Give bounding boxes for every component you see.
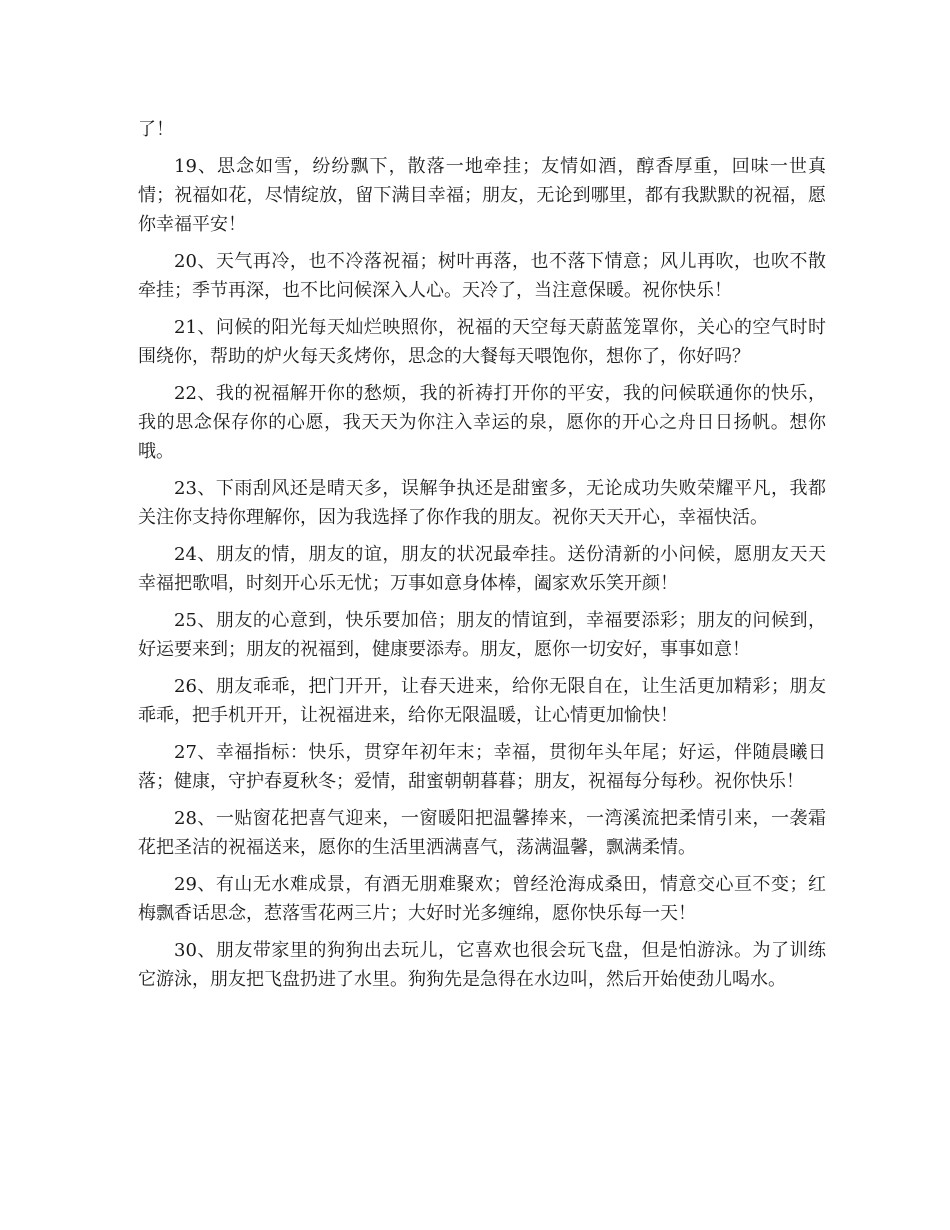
paragraph-30: 30、朋友带家里的狗狗出去玩儿，它喜欢也很会玩飞盘，但是怕游泳。为了训练它游泳，朋友把飞盘扔进了水里。狗狗先是急得在水边叫，然后开始使劲儿喝水。 [138, 940, 826, 990]
paragraph-continuation: 了！ [138, 119, 174, 140]
paragraph-21: 21、问候的阳光每天灿烂映照你，祝福的天空每天蔚蓝笼罩你，关心的空气时时围绕你，帮助的炉火每天炙烤你，思念的大餐每天喂饱你，想你了，你好吗？ [138, 317, 826, 367]
paragraph-24: 24、朋友的情，朋友的谊，朋友的状况最牵挂。送份清新的小问候，愿朋友天天幸福把歌唱，时刻开心乐无忧；万事如意身体棒，阖家欢乐笑开颜！ [138, 544, 826, 594]
paragraph-22: 22、我的祝福解开你的愁烦，我的祈祷打开你的平安，我的问候联通你的快乐，我的思念保存你的心愿，我天天为你注入幸运的泉，愿你的开心之舟日日扬帆。想你哦。 [138, 383, 826, 462]
paragraph-20: 20、天气再冷，也不冷落祝福；树叶再落，也不落下情意；风儿再吹，也吹不散牵挂；季节再深，也不比问候深入人心。天冷了，当注意保暖。祝你快乐！ [138, 251, 826, 301]
paragraph-29: 29、有山无水难成景，有酒无朋难聚欢；曾经沧海成桑田，情意交心亘不变；红梅飘香话思念，惹落雪花两三片；大好时光多缠绵，愿你快乐每一天！ [138, 874, 826, 924]
document-body [138, 115, 826, 1002]
paragraph-25: 25、朋友的心意到，快乐要加倍；朋友的情谊到，幸福要添彩；朋友的问候到，好运要来到；朋友的祝福到，健康要添寿。朋友，愿你一切安好，事事如意！ [138, 610, 826, 660]
paragraph-19: 19、思念如雪，纷纷飘下，散落一地牵挂；友情如酒，醇香厚重，回味一世真情；祝福如花，尽情绽放，留下满目幸福；朋友，无论到哪里，都有我默默的祝福，愿你幸福平安！ [138, 156, 826, 235]
paragraph-28: 28、一贴窗花把喜气迎来，一窗暖阳把温馨捧来，一湾溪流把柔情引来，一袭霜花把圣洁的祝福送来，愿你的生活里洒满喜气，荡满温馨，飘满柔情。 [138, 808, 826, 858]
paragraph-26: 26、朋友乖乖，把门开开，让春天进来，给你无限自在，让生活更加精彩；朋友乖乖，把手机开开，让祝福进来，给你无限温暖，让心情更加愉快！ [138, 676, 826, 726]
paragraph-27: 27、幸福指标：快乐，贯穿年初年末；幸福，贯彻年头年尾；好运，伴随晨曦日落；健康，守护春夏秋冬；爱情，甜蜜朝朝暮暮；朋友，祝福每分每秒。祝你快乐！ [138, 742, 826, 792]
paragraph-23: 23、下雨刮风还是晴天多，误解争执还是甜蜜多，无论成功失败荣耀平凡，我都关注你支持你理解你，因为我选择了你作我的朋友。祝你天天开心，幸福快活。 [138, 478, 826, 528]
